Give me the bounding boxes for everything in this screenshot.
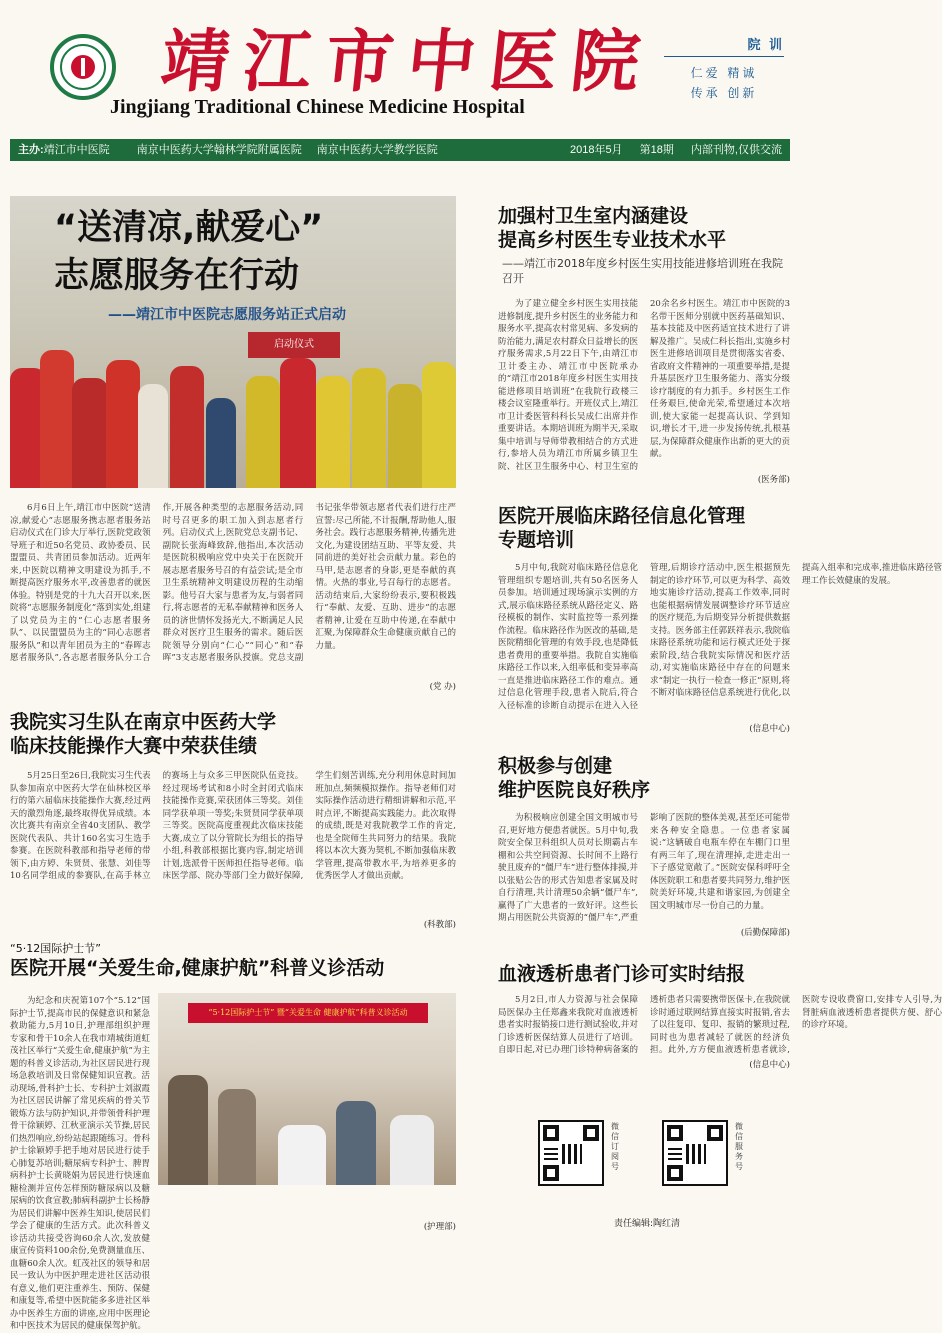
article-village-doctors <box>498 204 790 485</box>
article-nurses-day-body-left <box>10 995 150 1331</box>
article-headline: 血液透析患者门诊可实时结报 <box>498 963 746 985</box>
article-dialysis-billing <box>498 962 942 1074</box>
issue-number: 第18期 <box>639 144 674 156</box>
article-subtitle: ——靖江市中医院志愿服务站正式启动 <box>108 307 346 323</box>
article-body: 5月中旬,我院对临床路径信息化管理组织专题培训,共有50名医务人员参加。培训通过现场演示实例的方式,展示临床路径系统从路径定义、路径模板的制作、实时监控等一系列操作流程。临床路径作为医改的基础,是医院精细化管理的有效手段,也是降低患者费用的重要举措。我院自实施临床路径工作以来,入组率低和变异率高一直是推进临床路径工作的难点。通过信息化管理手段,患者入院后,符合入径标准的诊断自动提示在进入入径管理,后期诊疗活动中,医生根据预先制定的诊疗环节,可以更为科学、高效地实施诊疗活动,提高工作效率,同时也能根据病情发展调整诊疗环节适应的医疗规范,为后期变异分析提供数据支持。医务部主任郭跃祥表示,我院临床路径系统功能和运行模式还处于探索阶段,结合我院实际情况和医疗活动,对实施临床路径中存在的问题来求“制定一执行一检查一修正”原则,将不断对临床路径信息系统进行优化,以提高入组率和完成率,推进临床路径管理工作长效健康的发展。 <box>498 563 942 711</box>
issue-date: 2018年5月 <box>569 144 623 156</box>
article-source: (科教部) <box>423 920 456 930</box>
article-source: (信息中心) <box>749 1060 790 1070</box>
article-hospital-order <box>498 754 790 938</box>
hospital-logo-icon <box>50 34 116 100</box>
photo-banner: “5·12国际护士节” 暨“关爱生命 健康护航”科普义诊活动 <box>188 1003 428 1023</box>
article-source: (护理部) <box>423 1222 456 1232</box>
wechat-subscription-qr-code-icon <box>538 1120 604 1186</box>
volunteer-launch-photo <box>10 196 456 488</box>
section-tag: “5·12国际护士节” <box>10 942 101 955</box>
article-headline: 加强村卫生室内涵建设 提高乡村医生专业技术水平 <box>498 205 727 251</box>
article-body: 为积极响应创建全国文明城市号召,更好地方便患者就医。5月中旬,我院安全保卫科组织人员对长期霸占车棚和公共空间资源、长时间不上路行驶且废弃的“僵尸车”进行整体排摸,并以张贴公告的形式告知患者家属及时自行清理,共计清理50余辆“僵尸车”,赢得了广大患者的一致好评。这些长期占用医院公共资源的“僵尸车”,严重影响了医院的整体美观,甚至还可能带来各种安全隐患。一位患者家属说:“这辆破自电瓶车停在车棚门口里有两三年了,现在清理掉,走进走出一下子感觉宽敞了。”医院安保科呼吁全体医院职工和患者要共同努力,维护医院美好环境,共建和谐家园,为创建全国文明城市尽一份自己的力量。 <box>498 813 790 923</box>
responsible-editor: 责任编辑:陶红清 <box>614 1219 681 1229</box>
hospital-motto <box>664 34 784 103</box>
motto-line: 传承 创新 <box>690 86 758 100</box>
motto-line: 仁爱 精诚 <box>690 66 758 80</box>
article-headline: “送清凉,献爱心” 志愿服务在行动 <box>54 208 324 296</box>
newspaper-title-english: Jingjiang Traditional Chinese Medicine Hospital <box>110 96 525 118</box>
article-source: (党 办) <box>429 682 456 692</box>
article-headline: 医院开展“关爱生命,健康护航”科普义诊活动 <box>10 957 385 979</box>
article-source: (医务部) <box>757 475 790 485</box>
newspaper-title: 靖江市中医院 <box>157 22 658 102</box>
article-body: 为纪念和庆祝第107个“5.12”国际护士节,提高市民的保健意识和紧急救助能力,5月10日,护理部组织护理专家和骨干10余人在我市靖城街道虹茂社区举行“关爱生命,健康护航”为主题的科普义诊活动,为社区居民进行现场急救培训及日常保健知识宣教。活动现场,骨科护士长、专科护士刘淑霞为社区居民讲解了常见疾病的骨关节锻炼方法与防护知识,并带领骨科护理骨干徐颖婷、江秋亚演示关节操,居民们热烈响应,纷纷站起跟随练习。骨科护士徐颖婷手把手地对居民进行徒手心肺复苏培训;糖尿病专科护士、脾胃病科护士长黄晓娟为居民进行快速血糖检测并宣传怎样预防糖尿病以及糖尿病的饮食宣教;肺病科副护士长杨静为居民们讲解中医养生知识,使居民们学会了健康的生活方式。此次科普义诊活动共接受咨询60余人次,发放健康宣传资料100余份,免费测量血压、血糖60余人次。虹茂社区的领导和居民一致认为中医护理走进社区活动很有意义,他们更注重养生、预防、保健和康复等,希望中医院能多多进社区举办中医养生方面的讲座,应用中医理论和中医技术为居民的健康保驾护航。 <box>10 996 150 1331</box>
wechat-service-qr-code-icon <box>662 1120 728 1186</box>
article-body: 5月2日,市人力资源与社会保障局医保办主任郑鑫来我院对血液透析患者实时报销接口进行测试验收,并对门诊透析医保结算人员进行了培训。自即日起,对已办理门诊特种病备案的透析患者只需要携带医保卡,在我院就诊时通过联网结算直接实时报销,省去了以往复印、复印、报销的繁琐过程,同时也为患者减轻了就医的经济负担。此外,方方便血液透析患者就诊,医院专设收费窗口,安排专人引导,为肾脏病血液透析患者提供方便、舒心的诊疗环境。 <box>498 995 942 1055</box>
article-body: 6月6日上午,靖江市中医院“送清凉,献爱心”志愿服务携志愿者服务站启动仪式在门诊大厅举行,医院党政领导班子和近50名党员、政协委员、民盟盟员、共青团员参加活动。近两年来,中医院以精神文明建设为抓手,不断提高医疗服务水平,改善患者的就医体验。特别是党的十九大召开以来,医院将“志愿服务制度化”落到实处,组建了以党员为主的“仁心志愿者服务队”、以民盟盟员为主的“同心志愿者服务队”和以青年团员为主的“春晖志愿者服务队”,各志愿者服务队分工合作,开展各种类型的志愿服务活动,同时号召更多的职工加入到志愿者行列。启动仪式上,医院党总支副书记、副院长张海峰致辞,他指出,本次活动是医院积极响应党中央关于在医院开展志愿者服务号召的有益尝试;是全市卫生系统精神文明建设历程的生动缩影。他号召大家与患者为友,与弱者同行,将志愿者的无私奉献精神和医务人员的济世情怀发扬光大,不断满足人民群众对医疗卫生服务的需求。随后医院领导分别向“仁心”“同心”和“春晖”3支志愿者服务队授旗。党总支副书记张华带领志愿者代表们进行庄严宣誓:尽己所能,不计报酬,帮助他人,服务社会。践行志愿服务精神,传播先进文化,为建设团结互助、平等友爱、共同前进的美好社会贡献力量。彩色的马甲,是志愿者的身影,更是奉献的真情。火热的事业,号召每行的志愿者。活动结束后,大家纷纷表示,要积极践行“奉献、友爱、互助、进步”的志愿者精神,让爱在互助中传递,在奉献中汇聚,为保障群众生命健康贡献自己的力量。 <box>10 503 456 663</box>
qr-label: 微信订阅号 <box>611 1122 619 1171</box>
free-clinic-photo <box>158 993 456 1185</box>
article-nurses-day-source <box>158 1192 456 1236</box>
qr-label: 微信服务号 <box>735 1122 743 1171</box>
article-subtitle: ——靖江市2018年度乡村医生实用技能进修培训班在我院召开 <box>502 257 783 285</box>
article-headline: 积极参与创建 维护医院良好秩序 <box>498 755 651 801</box>
host-name: 南京中医药大学翰林学院附属医院 <box>136 144 302 156</box>
article-source: (后勤保障部) <box>740 928 790 938</box>
article-body: 为了建立健全乡村医生实用技能进修制度,提升乡村医生的业务能力和服务水平,提高农村常见病、多发病的防治能力,满足农村群众日益增长的医疗服务需求,5月22日下午,由靖江市卫计委主办、靖江市中医院承办的“靖江市2018年度乡村医生实用技能进修项目培训班”在我院行政楼三楼会议室隆重举行。开班仪式上,靖江市卫计委医管科科长吴成仁出席并作重要讲话。本期培训班为期半天,采取集中培训与导师带教相结合的方式进行,参培人员为靖江市所属乡镇卫生院、社区卫生服务中心、村卫生室的20余名乡村医生。靖江市中医院的3名带干医师分别就中医药基础知识、基本技能及中医药适宜技术进行了讲解及推广。吴成仁科长指出,实施乡村医生进修培训项目是贯彻落实省委、省政府文件精神的一项重要举措,是提升基层医疗卫生服务能力、落实分级诊疗制度的有力抓手。乡村医生工作任务艰巨,使命光荣,希望通过本次培训,使大家能一起提高认识、学到知识,增长才干,进一步发扬传统,扎根基层,为保障群众健康作出新的更大的贡献。 <box>498 299 790 472</box>
article-body: 5月25日至26日,我院实习生代表队参加南京中医药大学在仙林校区举行的第六届临床技能操作大赛,经过两天的激烈角逐,最终取得优异成绩。本次比赛共有南京全省40支团队、教学医院代表队、共计160名实习生选手参赛。在医院科教部和指导老师的带领下,由方婷、朱贤贤、张慧、刘佳等10名同学组成的参赛队,在高手林立的赛场上与众多三甲医院队伍竞技。经过现场考试和8小时全封闭式临床技能操作竞赛,荣获团体三等奖。刘佳同学获单项一等奖;朱贤贤同学获单项三等奖。医院高度重视此次临床技能大赛,成立了以分管院长为组长的指导小组,科教部根据比赛内容,制定培训计划,选派骨干医师担任指导老师。临床医学部、院办等部门全力做好保障,学生们刻苦训练,充分利用休息时间加班加点,频频模拟操作。指导老师们对实际操作活动进行精细讲解和示范,平时点评,不断提高实践能力。此次取得的成绩,既是对我院教学工作的肯定,也是全院师生共同努力的结果。我院将以本次大赛为契机,不断加强临床教学管理,提高带教水平,为培养更多的优秀医学人才做出贡献。 <box>10 771 456 881</box>
publication-info-bar <box>10 139 790 161</box>
article-headline: 我院实习生队在南京中医药大学 临床技能操作大赛中荣获佳绩 <box>10 711 277 757</box>
article-headline: 医院开展临床路径信息化管理 专题培训 <box>498 505 746 551</box>
article-volunteer <box>10 502 456 692</box>
article-skills-contest <box>10 710 456 930</box>
masthead <box>0 0 800 136</box>
host-name: 南京中医药大学教学医院 <box>316 144 438 156</box>
article-nurses-day-header <box>10 940 456 986</box>
article-source: (信息中心) <box>749 724 790 734</box>
article-clinical-pathway <box>498 504 942 734</box>
internal-note: 内部刊物,仅供交流 <box>690 144 782 156</box>
host-label: 主办:靖江市中医院 <box>18 144 110 156</box>
motto-heading: 院 训 <box>664 34 784 57</box>
photo-banner: 启动仪式 <box>248 332 340 358</box>
